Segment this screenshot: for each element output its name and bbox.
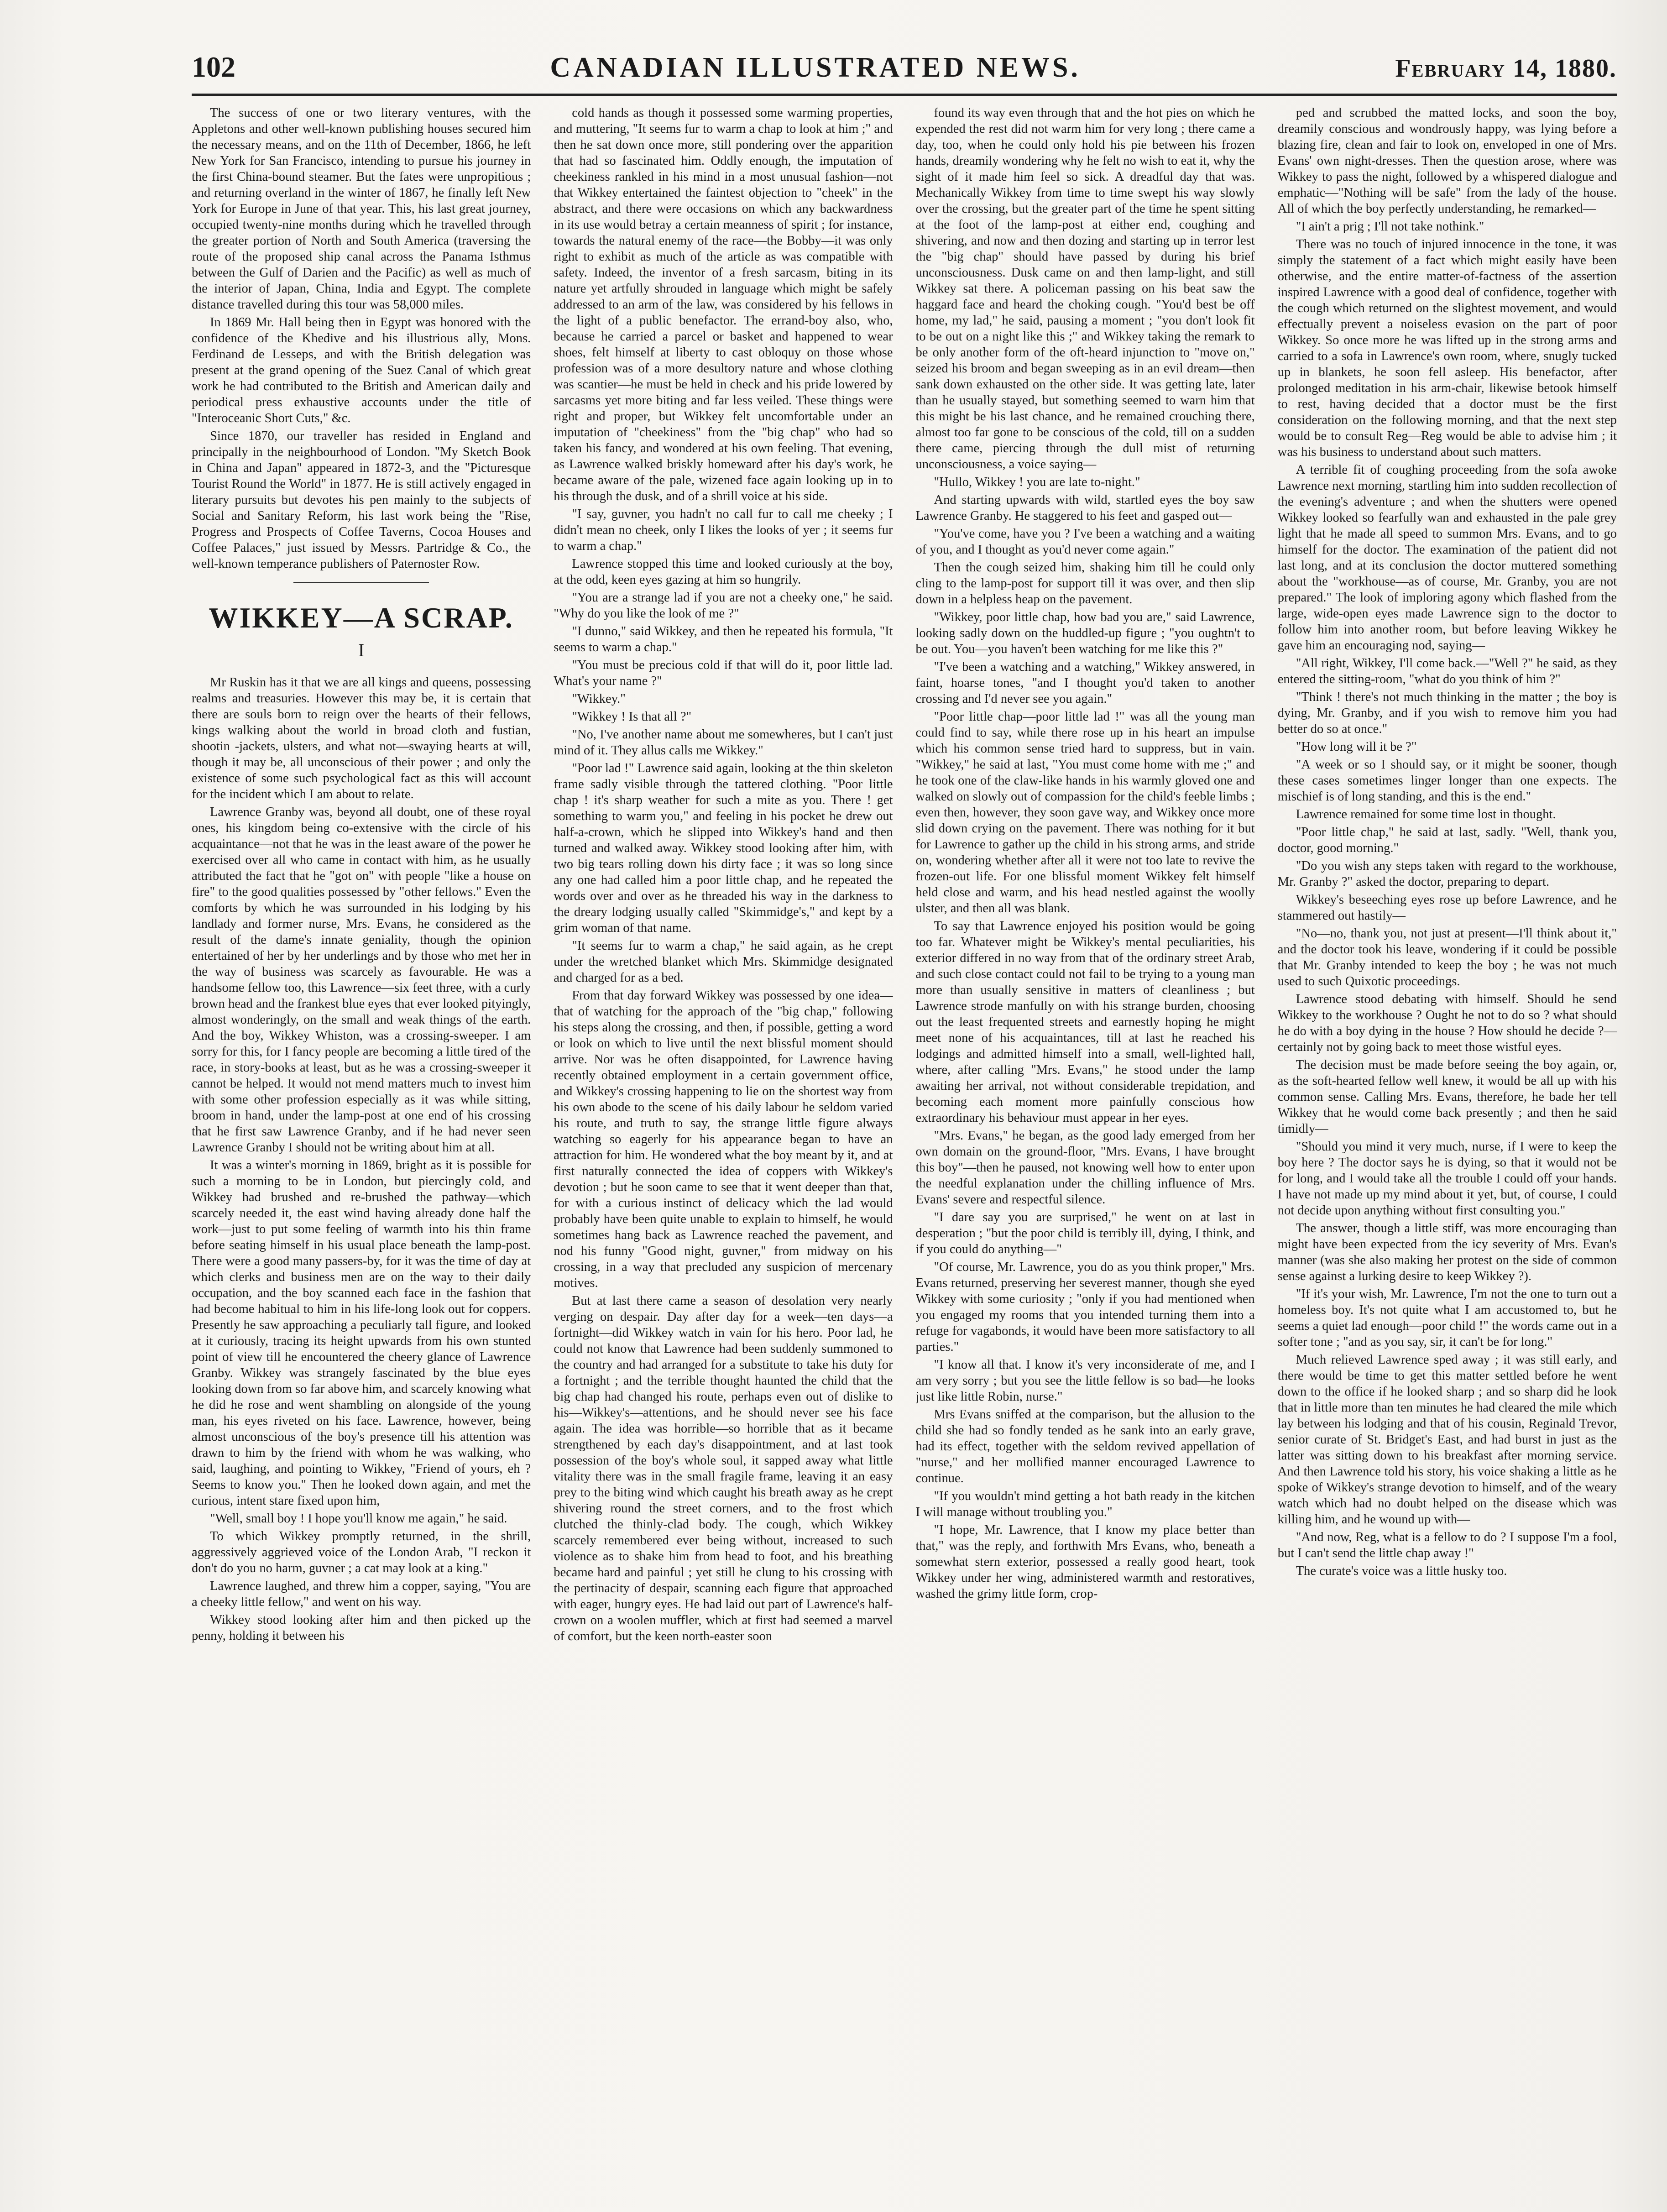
- story-paragraph: From that day forward Wikkey was possessed by one idea—that of watching for the approach of the "big chap," following his steps along the crossing, and then, if possible, getting a word or look on which to live until the next blissful moment should arrive. Nor was he often disappointed, for Lawrence having recently obtained employment in a certain government office, and Wikkey's crossing happening to lie on the shortest way from his own abode to the scene of his daily labour he seldom varied his route, and truth to say, the strange little figure always watching so eagerly for his appearance began to have an attraction for him. He wondered what the boy meant by it, and at first naturally connected the idea of coppers with Wikkey's devotion ; but he soon came to see that it went deeper than that, for with a curious instinct of delicacy which the lad would probably have been quite unable to explain to himself, he would sometimes hang back as Lawrence reached the pavement, and nod his funny "Good night, guvner," from midway on his crossing, in a way that precluded any suspicion of mercenary motives.: [554, 988, 893, 1290]
- issue-date: February 14, 1880.: [1395, 54, 1617, 83]
- story-paragraph: "Should you mind it very much, nurse, if I were to keep the boy here ? The doctor says he is dying, so that it would not be for long, and I would take all the trouble I could off your hands. I have not made up my mind about it yet, but, of course, I could not decide upon anything without first consulting you.": [1277, 1140, 1617, 1218]
- story-paragraph: Much relieved Lawrence sped away ; it was still early, and there would be time to get this matter settled before he went down to the office if he looked sharp ; and so sharp did he look that in little more than ten minutes he had cleared the mile which lay between his lodging and that of his cousin, Reginald Trevor, senior curate of St. Bridget's East, and had burst in just as the latter was sitting down to his breakfast after morning service. And then Lawrence told his story, his voice shaking a little as he spoke of Wikkey's strange devotion to himself, and of the weary watch which had no doubt helped on the disease which was killing him, and he wound up with—: [1277, 1353, 1617, 1527]
- story-paragraph: "I know all that. I know it's very inconsiderate of me, and I am very sorry ; but you see the little fellow is so bad—he looks just like little Robin, nurse.": [915, 1358, 1255, 1404]
- story-paragraph: To which Wikkey promptly returned, in the shrill, aggressively aggrieved voice of the London Arab, "I reckon it don't do you no harm, guvner ; a cat may look at a king.": [192, 1529, 531, 1575]
- story-paragraph: "Hullo, Wikkey ! you are late to-night.": [934, 475, 1140, 489]
- story-paragraph: Lawrence Granby was, beyond all doubt, one of these royal ones, his kingdom being co-extensive with the circle of his acquaintance—not that he was in the least aware of the power he exercised over all who came in contact with him, as he usually attributed the fact that he "got on" with people "like a house on fire" to the good qualities possessed by "other fellows." Even the comforts by which he was surrounded in his lodging by his landlady and former nurse, Mrs. Evans, he considered as the result of the dame's innate geniality, though the opinion entertained of her by her underlings and by those who met her in the way of business was scarcely as favourable. He was a handsome fellow too, this Lawrence—six feet three, with a curly brown head and the frankest blue eyes that ever looked pityingly, almost wonderingly, on the small and weak things of the earth. And the boy, Wikkey Whiston, was a crossing-sweeper. I am sorry for this, for I fancy people are becoming a little tired of the race, in story-books at least, but as he was a crossing-sweeper it cannot be helped. It would not mend matters much to invest him with some other profession especially as it was while sitting, broom in hand, under the lamp-post at one end of his crossing that he first saw Lawrence Granby, and if he had never seen Lawrence Granby I should not be writing about him at all.: [192, 805, 531, 1155]
- story-paragraph: "I've been a watching and a watching," Wikkey answered, in faint, hoarse tones, "and I thought you'd taken to another crossing and I'd never see you again.": [915, 660, 1255, 706]
- story-paragraph: "I dare say you are surprised," he went on at last in desperation ; "but the poor child is terribly ill, dying, I think, and if you could do anything—": [915, 1210, 1255, 1256]
- story-paragraph: "If it's your wish, Mr. Lawrence, I'm not the one to turn out a homeless boy. It's not quite what I am accustomed to, but he seems a quiet lad enough—poor child !" the words came out in a softer tone ; "and as you say, sir, it can't be for long.": [1277, 1287, 1617, 1349]
- story-paragraph: "How long will it be ?": [1296, 740, 1417, 754]
- story-paragraph: "Do you wish any steps taken with regard to the workhouse, Mr. Granby ?" asked the doctor, preparing to depart.: [1277, 859, 1617, 889]
- section-divider: [293, 582, 429, 583]
- story-paragraph: The curate's voice was a little husky too.: [1296, 1564, 1507, 1578]
- story-paragraph: It was a winter's morning in 1869, bright as it is possible for such a morning to be in London, but piercingly cold, and Wikkey had brushed and re-brushed the pathway—which scarcely needed it, the east wind having already done half the work—just to put some feeling of warmth into his thin frame before seating himself in his usual place beneath the lamp-post. There were a good many passers-by, for it was the time of day at which clerks and business men are on the way to their daily occupation, and the boy scanned each face in the fashion that had become habitual to him in his life-long look out for coppers. Presently he saw approaching a peculiarly tall figure, and looked at it curiously, tracing its height upwards from his own stunted point of view till he encountered the cheery glance of Lawrence Granby. Wikkey was strangely fascinated by the blue eyes looking down from so far above him, and scarcely knowing what he did he rose and went shambling on alongside of the young man, his eyes riveted on his face. Lawrence, however, being almost unconscious of the boy's presence till his attention was drawn to him by the friend with whom he was walking, who said, laughing, and pointing to Wikkey, "Friend of yours, eh ? Seems to know you." Then he looked down again, and met the curious, intent stare fixed upon him,: [192, 1158, 531, 1508]
- story-paragraph: "Wikkey ! Is that all ?": [572, 710, 692, 724]
- story-paragraph: Mr Ruskin has it that we are all kings and queens, possessing realms and treasuries. However this may be, it is certain that there are souls born to reign over the hearts of their fellows, kings walking about the world in broad cloth and fustian, shootin -jackets, ulsters, and what not—swaying hearts at will, though it may be, all unconscious of their power ; and only the existence of some such psychological fact as this will account for the incident which I am about to relate.: [192, 675, 531, 801]
- story-paragraph: Then the cough seized him, shaking him till he could only cling to the lamp-post for support till it was over, and then slip down in a helpless heap on the pavement.: [915, 560, 1255, 607]
- story-paragraph: "It seems fur to warm a chap," he said again, as he crept under the wretched blanket which Mrs. Skimmidge designated and charged for as a bed.: [554, 939, 893, 985]
- story-paragraph: "All right, Wikkey, I'll come back.—"Well ?" he said, as they entered the sitting-room, "what do you think of him ?": [1277, 656, 1617, 686]
- article-title: WIKKEY—A SCRAP.: [209, 601, 514, 634]
- story-paragraph: And starting upwards with wild, startled eyes the boy saw Lawrence Granby. He staggered to his feet and gasped out—: [915, 493, 1255, 523]
- header-rule: [192, 94, 1617, 96]
- story-paragraph: found its way even through that and the hot pies on which he expended the rest did not warm him for very long ; there came a day, too, when he could only hold his pie between his frozen hands, dreamily wondering why he felt no wish to eat it, why the sight of it made him feel so sick. A dreadful day that was. Mechanically Wikkey from time to time swept his way slowly over the crossing, but the greater part of the time he spent sitting at the foot of the lamp-post at either end, coughing and shivering, and now and then dozing and starting up in terror lest the "big chap" should have passed by during his brief unconsciousness. Dusk came on and then lamp-light, and still Wikkey sat there. A policeman passing on his beat saw the haggard face and heard the choking cough. "You'd best be off home, my lad," he said, pausing a moment ; "you don't look fit to be out on a night like this ;" and Wikkey taking the remark to be only another form of the oft-heard injunction to "move on," seized his broom and began sweeping as in an evil dream—then sank down exhausted on the other side. It was getting late, later than he usually stayed, but something seemed to warn him that this might be his last chance, and he remained crouching there, almost too far gone to be conscious of the cold, till on a sudden there came, piercing through the dull mist of returning unconsciousness, a voice saying—: [915, 106, 1255, 471]
- story-paragraph: But at last there came a season of desolation very nearly verging on despair. Day after day for a week—ten days—a fortnight—did Wikkey watch in vain for his hero. Poor lad, he could not know that Lawrence had been suddenly summoned to the country and had arranged for a substitute to take his duty for a fortnight ; and the terrible thought haunted the child that the big chap had changed his route, perhaps even out of dislike to his—Wikkey's—attentions, and he should never see his face again. The idea was horrible—so horrible that as it became strengthened by each day's disappointment, and at last took possession of the boy's whole soul, it sapped away what little vitality there was in the small fragile frame, leaving it an easy prey to the biting wind which caught his breath away as he crept shivering round the street corners, and to the frost which clutched the thinly-clad body. The cough, which Wikkey scarcely remembered ever being without, increased to such violence as to shake him from head to foot, and his breathing became hard and painful ; yet still he clung to his crossing with the pertinacity of despair, scanning each figure that approached with eager, hungry eyes. He had laid out part of Lawrence's half-crown on a woolen muffler, which at first had seemed a marvel of comfort, but the keen north-easter soon: [554, 1294, 893, 1643]
- story-paragraph: "You are a strange lad if you are not a cheeky one," he said. "Why do you like the look of me ?": [554, 591, 893, 621]
- story-paragraph: "Poor lad !" Lawrence said again, looking at the thin skeleton frame sadly visible through the tattered clothing. "Poor little chap ! it's sharp weather for such a mite as you. There ! get something to warm you," and feeling in his pocket he drew out half-a-crown, which he slipped into Wikkey's hand and then turned and walked away. Wikkey stood looking after him, with two big tears rolling down his dirty face ; it was so long since any one had called him a poor little chap, and he repeated the words over and over as he threaded his way in the darkness to the dreary lodging usually called "Skimmidge's," and kept by a grim woman of that name.: [554, 761, 893, 935]
- biography-paragraph: Since 1870, our traveller has resided in England and principally in the neighbourhood of London. "My Sketch Book in China and Japan" appeared in 1872-3, and the "Picturesque Tourist Round the World" in 1877. He is still actively engaged in literary pursuits but devotes his pen mainly to the subjects of Social and Sanitary Reform, his last work being the "Rise, Progress and Prospects of Coffee Taverns, Cocoa Houses and Coffee Palaces," just issued by Messrs. Partridge & Co., the well-known temperance publishers of Paternoster Row.: [192, 429, 531, 571]
- story-paragraph: To say that Lawrence enjoyed his position would be going too far. Whatever might be Wikkey's mental peculiarities, his exterior differed in no way from that of the ordinary street Arab, and such close contact could not fail to be trying to a young man more than usually sensitive in matters of cleanliness ; but Lawrence strode manfully on with his strange burden, choosing out the least frequented streets and earnestly hoping he might meet none of his acquaintances, till at last he reached his lodgings and admitted himself into a small, well-lighted hall, where, after calling "Mrs. Evans," he stood under the lamp awaiting her arrival, not without considerable trepidation, and becoming each moment more painfully conscious how extraordinary his behaviour must appear in her eyes.: [915, 919, 1255, 1125]
- story-paragraph: "If you wouldn't mind getting a hot bath ready in the kitchen I will manage without troubling you.": [915, 1489, 1255, 1519]
- story-paragraph: "Poor little chap—poor little lad !" was all the young man could find to say, while there rose up in his heart an impulse which his common sense tried hard to suppress, but in vain. "Wikkey," he said at last, "You must come home with me ;" and he took one of the claw-like hands in his warmly gloved one and walked on slowly out of compassion for the child's feeble limbs ; even then, however, they soon gave way, and Wikkey once more slid down crying on the pavement. There was nothing for it but for Lawrence to gather up the child in his strong arms, and stride on, wondering whether after all it were not too late to revive the frozen-out life. For one blissful moment Wikkey felt himself held close and warm, and his head nestled against the woolly ulster, and then all was blank.: [915, 710, 1255, 915]
- story-paragraph: "Wikkey.": [572, 692, 626, 706]
- story-paragraph: Wikkey stood looking after him and then picked up the penny, holding it between his: [192, 1613, 531, 1643]
- story-paragraph: cold hands as though it possessed some warming properties, and muttering, "It seems fur to warm a chap to look at him ;" and then he sat down once more, still pondering over the apparition that had so fascinated him. Oddly enough, the imputation of cheekiness rankled in his mind in a most unusual fashion—not that Wikkey entertained the faintest objection to "cheek" in the abstract, and there were occasions on which any backwardness in its use would betray a certain meanness of spirit ; for instance, towards the natural enemy of the race—the Bobby—it was only right to exhibit as much of the article as was compatible with safety. Indeed, the inventor of a fresh sarcasm, biting in its nature yet artfully shrouded in language which might be safely addressed to an arm of the law, was considered by his fellows in the light of a public benefactor. The errand-boy also, who, because he carried a parcel or basket and happened to wear shoes, felt himself at liberty to cast obloquy on those whose profession was of a more desultory nature and whose clothing was scantier—he must be held in check and his pride lowered by sarcasms yet more biting and far less veiled. These things were right and proper, but Wikkey felt uncomfortable under an imputation of "cheekiness" from the "big chap" who had so taken his fancy, and wondered at his own feeling. That evening, as Lawrence walked briskly homeward after his day's work, he became aware of the pale, wizened face again looking up in to his through the dusk, and of a shrill voice at his side.: [554, 106, 893, 503]
- story-paragraph: Lawrence laughed, and threw him a copper, saying, "You are a cheeky little fellow," and went on his way.: [192, 1579, 531, 1609]
- story-paragraph: "A week or so I should say, or it might be sooner, though these cases sometimes linger longer than one expects. The mischief is of long standing, and this is the end.": [1277, 758, 1617, 804]
- text-columns: [192, 105, 1617, 2171]
- biography-paragraph: In 1869 Mr. Hall being then in Egypt was honored with the confidence of the Khedive and his illustrious ally, Mons. Ferdinand de Lesseps, and with the British delegation was present at the grand opening of the Suez Canal of which great work he had contributed to the British and American daily and periodical press exhaustive accounts under the title of "Interoceanic Short Cuts," &c.: [192, 315, 531, 425]
- column-1: [192, 105, 531, 2171]
- story-paragraph: "I ain't a prig ; I'll not take nothink.": [1296, 220, 1484, 234]
- story-paragraph: A terrible fit of coughing proceeding from the sofa awoke Lawrence next morning, startling him into sudden recollection of the evening's adventure ; and when the shutters were opened Wikkey looked so fearfully wan and exhausted in the pale grey light that he made all speed to summon Mrs. Evans, and to go himself for the doctor. The examination of the patient did not last long, and at its conclusion the doctor muttered something about the "workhouse—as of course, Mr. Granby, you are not prepared." The look of imploring agony which flashed from the large, wide-open eyes made Lawrence sign to the doctor to follow him into another room, but before leaving Wikkey he gave him an encouraging nod, saying—: [1277, 463, 1617, 653]
- story-paragraph: Lawrence stopped this time and looked curiously at the boy, at the odd, keen eyes gazing at him so hungrily.: [554, 557, 893, 587]
- story-paragraph: "Mrs. Evans," he began, as the good lady emerged from her own domain on the ground-floor, "Mrs. Evans, I have brought this boy"—then he paused, not knowing well how to enter upon the needful explanation under the chilling influence of Mrs. Evans' severe and respectful silence.: [915, 1129, 1255, 1207]
- column-4: [1278, 105, 1617, 2171]
- biography-paragraph: The success of one or two literary ventures, with the Appletons and other well-known publishing houses secured him the necessary means, and on the 11th of December, 1866, he left New York for San Francisco, intending to pursue his journey in the first China-bound steamer. But the fates were unpropitious ; and returning overland in the winter of 1867, he finally left New York for Europe in June of that year. This, his last great journey, occupied twenty-nine months during which he travelled through the greater portion of North and South America (traversing the route of the proposed ship canal across the Panama Isthmus between the Gulf of Darien and the Pacific) as well as much of the interior of Japan, China, India and Egypt. The complete distance travelled during this tour was 58,000 miles.: [192, 106, 531, 312]
- story-paragraph: "No—no, thank you, not just at present—I'll think about it," and the doctor took his leave, wondering if it could be possible that Mr. Granby intended to keep the boy ; he was not much used to such Quixotic proceedings.: [1277, 926, 1617, 988]
- masthead: CANADIAN ILLUSTRATED NEWS.: [550, 52, 1081, 83]
- column-3: [916, 105, 1255, 2171]
- story-paragraph: There was no touch of injured innocence in the tone, it was simply the statement of a fact which might easily have been otherwise, and the entire matter-of-factness of the assertion inspired Lawrence with a good deal of confidence, together with the cough which returned on the slightest movement, and would effectually prevent a noiseless evasion on the part of poor Wikkey. So once more he was lifted up in the strong arms and carried to a sofa in Lawrence's own room, where, snugly tucked up in blankets, he soon fell asleep. His benefactor, after prolonged meditation in his arm-chair, likewise betook himself to rest, having decided that a doctor must be the first consideration on the following morning, and that the next step would be to consult Reg—Reg would be able to advise him ; it was his business to understand about such matters.: [1277, 237, 1617, 459]
- story-paragraph: "Well, small boy ! I hope you'll know me again," he said.: [210, 1511, 507, 1526]
- story-paragraph: "And now, Reg, what is a fellow to do ? I suppose I'm a fool, but I can't send the little chap away !": [1277, 1530, 1617, 1560]
- story-paragraph: "I say, guvner, you hadn't no call fur to call me cheeky ; I didn't mean no cheek, only I likes the looks of yer ; it seems fur to warm a chap.": [554, 507, 893, 553]
- page-number: 102: [192, 51, 235, 83]
- story-paragraph: "Wikkey, poor little chap, how bad you are," said Lawrence, looking sadly down on the huddled-up figure ; "you oughtn't to be out. You—you haven't been watching for me like this ?": [915, 610, 1255, 656]
- story-paragraph: "I hope, Mr. Lawrence, that I know my place better than that," was the reply, and forthwith Mrs Evans, who, beneath a somewhat stern exterior, possessed a really good heart, took Wikkey under her wing, administered warmth and restoratives, washed the grimy little form, crop-: [915, 1523, 1255, 1601]
- story-paragraph: Lawrence stood debating with himself. Should he send Wikkey to the workhouse ? Ought he not to do so ? what should he do with a boy dying in the house ? How should he decide ?—certainly not by going back to meet those wistful eyes.: [1277, 992, 1617, 1054]
- story-paragraph: "No, I've another name about me somewheres, but I can't just mind of it. They allus calls me Wikkey.": [554, 727, 893, 758]
- story-paragraph: The answer, though a little stiff, was more encouraging than might have been expected from the icy severity of Mrs. Evan's manner (was she also making her protest on the side of common sense against a lurking desire to keep Wikkey ?).: [1277, 1221, 1617, 1283]
- story-paragraph: The decision must be made before seeing the boy again, or, as the soft-hearted fellow well knew, it would be all up with his common sense. Calling Mrs. Evans, therefore, he bade her tell Wikkey that he would come back presently ; and then he said timidly—: [1277, 1058, 1617, 1136]
- story-paragraph: Lawrence remained for some time lost in thought.: [1296, 807, 1556, 821]
- story-paragraph: "Of course, Mr. Lawrence, you do as you think proper," Mrs. Evans returned, preserving her severest manner, though she eyed Wikkey with some curiosity ; "only if you had mentioned when you engaged my rooms that you intended turning them into a refuge for vagabonds, it would have been more satisfactory to all parties.": [915, 1260, 1255, 1354]
- story-paragraph: "You must be precious cold if that will do it, poor little lad. What's your name ?": [554, 658, 893, 688]
- story-paragraph: ped and scrubbed the matted locks, and soon the boy, dreamily conscious and wondrously happy, was lying before a blazing fire, clean and fair to look on, enveloped in one of Mrs. Evans' own night-dresses. Then the question arose, where was Wikkey to pass the night, followed by a whispered dialogue and emphatic—"Nothing will be safe" from the lady of the house. All of which the boy perfectly understanding, he remarked—: [1277, 106, 1617, 216]
- story-paragraph: "You've come, have you ? I've been a watching and a waiting of you, and I thought as you'd never come again.": [915, 527, 1255, 557]
- story-paragraph: Wikkey's beseeching eyes rose up before Lawrence, and he stammered out hastily—: [1277, 893, 1617, 923]
- story-paragraph: "Think ! there's not much thinking in the matter ; the boy is dying, Mr. Granby, and if you wish to remove him you had better do so at once.": [1277, 690, 1617, 736]
- chapter-number: I: [358, 640, 365, 660]
- story-paragraph: "Poor little chap," he said at last, sadly. "Well, thank you, doctor, good morning.": [1277, 825, 1617, 855]
- story-paragraph: "I dunno," said Wikkey, and then he repeated his formula, "It seems to warm a chap.": [554, 624, 893, 654]
- story-paragraph: Mrs Evans sniffed at the comparison, but the allusion to the child she had so fondly tended as he sank into an early grave, had its effect, together with the seldom revived appellation of "nurse," and her mollified manner encouraged Lawrence to continue.: [915, 1407, 1255, 1485]
- page-header: [192, 50, 1617, 87]
- column-2: [554, 105, 893, 2171]
